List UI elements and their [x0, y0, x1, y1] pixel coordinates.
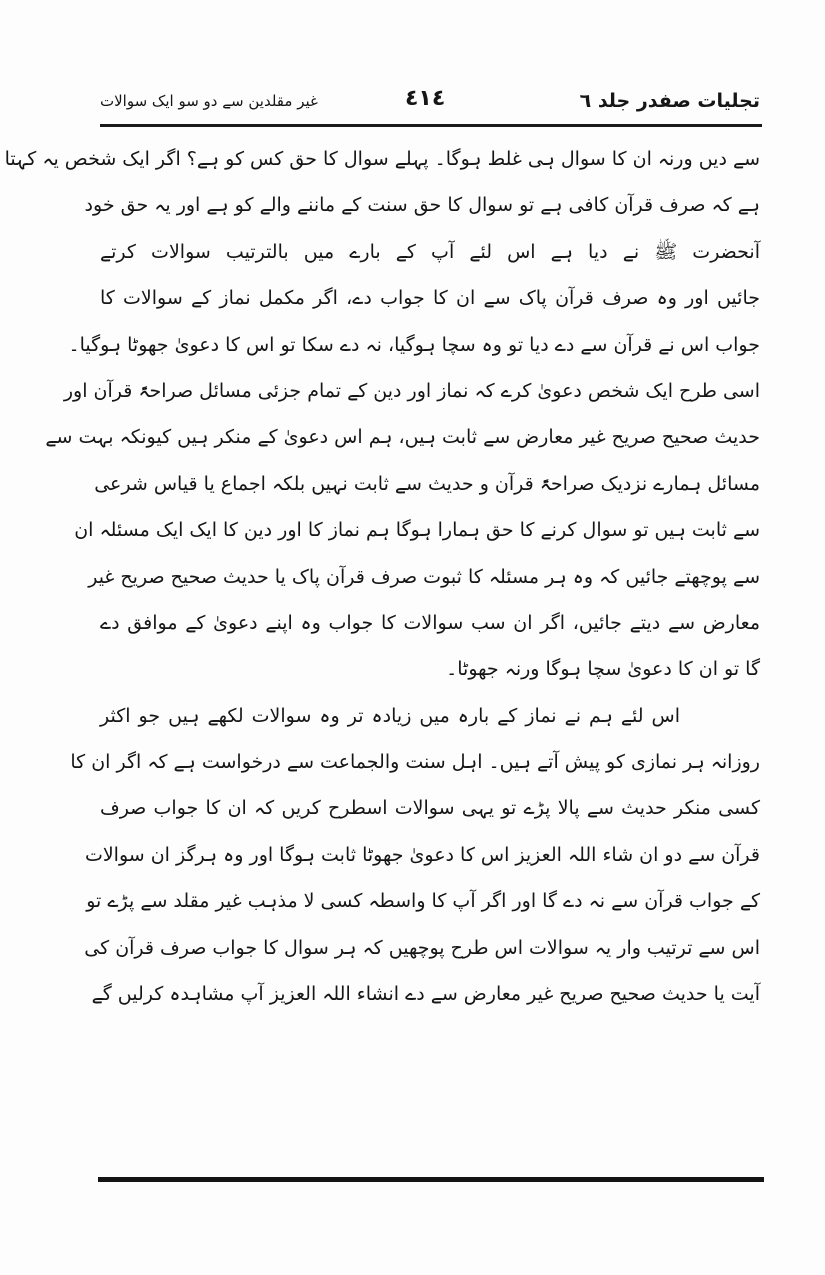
text-line: ہے کہ صرف قرآن کافی ہے تو سوال کا حق سنت کے ماننے والے کو ہے اور یہ حق خود	[84, 194, 760, 217]
text-line: اس لئے ہم نے نماز کے بارہ میں زیادہ تر وہ سوالات لکھے ہیں جو اکثر	[100, 704, 680, 727]
text-line: معارض سے دیتے جائیں، اگر ان سب سوالات کا جواب وہ اپنے دعویٰ کے موافق دے	[100, 611, 760, 634]
text-line: کسی منکر حدیث سے پالا پڑے تو یہی سوالات اسطرح کریں کہ ان کا جواب صرف	[100, 797, 760, 820]
footer-rule	[98, 1177, 764, 1182]
header-rule	[100, 124, 762, 127]
text-line: کے جواب قرآن سے نہ دے گا اور اگر آپ کا واسطہ کسی لا مذہب غیر مقلد سے پڑے تو	[86, 890, 760, 913]
text-line: مسائل ہمارے نزدیک صراحۃً قرآن و حدیث سے ثابت نہیں بلکہ اجماع یا قیاس شرعی	[94, 472, 760, 495]
chapter-title: غیر مقلدین سے دو سو ایک سوالات	[100, 92, 318, 110]
text-line: سے پوچھتے جائیں کہ وہ ہر مسئلہ کا ثبوت صرف قرآن پاک یا حدیث صحیح صریح غیر	[88, 565, 760, 588]
text-line: آنحضرت ﷺ نے دیا ہے اس لئے آپ کے بارے میں بالترتیب سوالات کرتے	[100, 240, 760, 263]
book-title: تجلیات صفدر جلد ٦	[579, 90, 760, 112]
text-line: قرآن سے دو ان شاء اللہ العزیز اس کا دعویٰ جھوٹا ثابت ہوگا اور وہ ہرگز ان سوالات	[84, 843, 760, 866]
text-line: جواب اس نے قرآن سے دے دیا تو وہ سچا ہوگیا، نہ دے سکا تو اس کا دعویٰ جھوٹا ہوگیا۔	[68, 333, 760, 356]
text-line: سے دیں ورنہ ان کا سوال ہی غلط ہوگا۔ پہلے سوال کا حق کس کو ہے؟ اگر ایک شخص یہ کہتا	[4, 148, 760, 170]
text-line: آیت یا حدیث صحیح صریح غیر معارض سے دے انشاء اللہ العزیز آپ مشاہدہ کرلیں گے	[91, 983, 760, 1006]
text-line: اس سے ترتیب وار یہ سوالات اس طرح پوچھیں کہ ہر سوال کا جواب صرف قرآن کی	[84, 936, 760, 959]
text-line: سے ثابت ہیں تو سوال کرنے کا حق ہمارا ہوگا ہم نماز کا اور دین کا ایک ایک مسئلہ ان	[74, 519, 760, 542]
text-line: جائیں اور وہ صرف قرآن پاک سے ان کا جواب دے، اگر مکمل نماز کے سوالات کا	[100, 287, 760, 310]
text-line: گا تو ان کا دعویٰ سچا ہوگا ورنہ جھوٹا۔	[446, 658, 760, 681]
text-line: حدیث صحیح صریح غیر معارض سے ثابت ہیں، ہم اس دعویٰ کے منکر ہیں کیونکہ بہت سے	[45, 426, 760, 449]
text-line: اسی طرح ایک شخص دعویٰ کرے کہ نماز اور دین کے تمام جزئی مسائل صراحۃً قرآن اور	[63, 379, 760, 402]
page-number: ٤١٤	[405, 86, 446, 111]
text-line: روزانہ ہر نمازی کو پیش آتے ہیں۔ اہل سنت والجماعت سے درخواست ہے کہ اگر ان کا	[70, 751, 760, 774]
page-header	[100, 86, 760, 122]
body-text	[4, 136, 760, 1017]
